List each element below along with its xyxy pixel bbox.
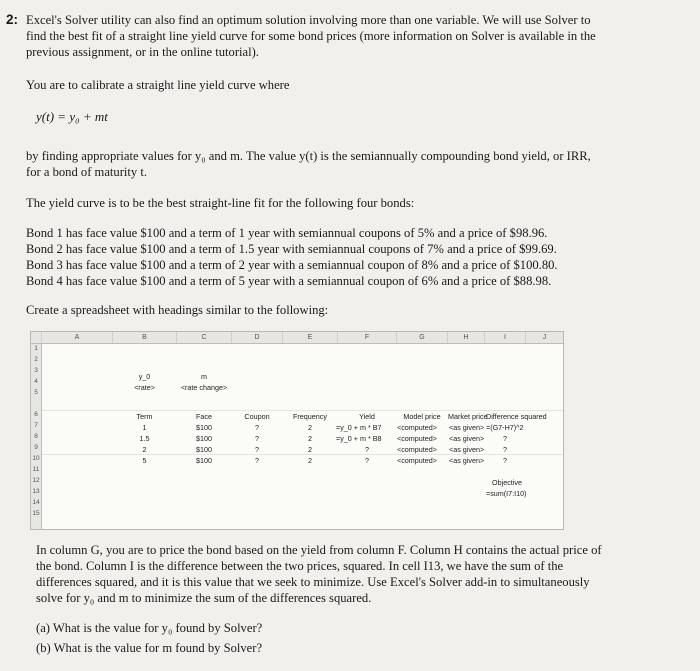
m-label-cell[interactable]: m — [201, 372, 207, 381]
bond-4: Bond 4 has face value $100 and a term of 5 year with a semiannual coupon of 6% and a price of $88.98. — [26, 274, 552, 288]
header-model-price[interactable]: Model price — [403, 412, 441, 421]
spreadsheet-screenshot — [30, 331, 564, 530]
header-yield[interactable]: Yield — [359, 412, 375, 421]
row-num: 9 — [34, 444, 38, 451]
objective-formula-cell[interactable]: =sum(I7:I10) — [486, 489, 527, 498]
frequency-cell[interactable]: 2 — [308, 434, 312, 443]
market-price-cell[interactable]: <as given> — [449, 434, 485, 443]
row-num: 5 — [34, 389, 38, 396]
row-num: 3 — [34, 367, 38, 374]
row-num: 1 — [34, 345, 38, 352]
difference-cell[interactable]: ? — [503, 434, 507, 443]
difference-cell[interactable]: =(G7-H7)^2 — [486, 423, 524, 432]
header-face[interactable]: Face — [196, 412, 212, 421]
after-line-4: solve for y₀ and m to minimize the sum of the differences squared. — [36, 591, 372, 605]
objective-label-cell[interactable]: Objective — [492, 478, 522, 487]
after-line-3: differences squared, and it is this value that we seek to minimize. Use Excel's Solver add-in to simultaneously — [36, 575, 590, 589]
model-price-cell[interactable]: <computed> — [397, 445, 437, 454]
part-a: (a) What is the value for y₀ found by Solver? — [36, 621, 263, 635]
col-j: J — [542, 334, 547, 341]
row-num: 6 — [34, 411, 38, 418]
intro-line-2: find the best fit of a straight line yield curve for some bond prices (more information on Solver is available in the — [26, 29, 596, 43]
bond-3: Bond 3 has face value $100 and a term of 2 year with a semiannual coupon of 8% and a price of $100.80. — [26, 258, 558, 272]
row-num: 7 — [34, 422, 38, 429]
header-market-price[interactable]: Market price — [448, 412, 488, 421]
yield-cell[interactable]: ? — [365, 456, 369, 465]
row-num: 13 — [32, 488, 40, 495]
calibrate-text: You are to calibrate a straight line yield curve where — [26, 78, 290, 92]
col-c: C — [177, 332, 232, 343]
col-f: F — [338, 332, 397, 343]
face-cell[interactable]: $100 — [196, 434, 212, 443]
face-cell[interactable]: $100 — [196, 456, 212, 465]
col-h: H — [448, 332, 485, 343]
fit-statement: The yield curve is to be the best straight-line fit for the following four bonds: — [26, 196, 415, 210]
row-num: 12 — [32, 477, 40, 484]
part-b: (b) What is the value for m found by Solver? — [36, 641, 263, 655]
term-cell[interactable]: 2 — [142, 445, 147, 454]
face-cell[interactable]: $100 — [196, 445, 212, 454]
market-price-cell[interactable]: <as given> — [449, 445, 485, 454]
header-coupon[interactable]: Coupon — [244, 412, 270, 421]
row-header-bar — [31, 344, 42, 529]
difference-cell[interactable]: ? — [503, 456, 507, 465]
yield-cell[interactable]: =y_0 + m * B8 — [336, 434, 382, 443]
finding-line-1: by finding appropriate values for y₀ and m. The value y(t) is the semiannually compounding bond yield, or IRR, — [26, 149, 591, 163]
header-term[interactable]: Term — [136, 412, 153, 421]
column-header-bar — [31, 332, 563, 344]
row-num: 2 — [34, 356, 38, 363]
y0-value-cell[interactable]: <rate> — [134, 383, 155, 392]
model-price-cell[interactable]: <computed> — [397, 456, 437, 465]
row-num: 4 — [34, 378, 38, 385]
y0-label-cell[interactable]: y_0 — [138, 372, 151, 381]
row-num: 14 — [32, 499, 40, 506]
market-price-cell[interactable]: <as given> — [449, 423, 485, 432]
col-a: A — [42, 332, 113, 343]
finding-line-2: for a bond of maturity t. — [26, 165, 148, 179]
yield-cell[interactable]: ? — [365, 445, 369, 454]
intro-line-1: Excel's Solver utility can also find an optimum solution involving more than one variable. We will use Solver to — [26, 13, 591, 27]
after-line-1: In column G, you are to price the bond based on the yield from column F. Column H contains the actual price of — [36, 543, 602, 557]
coupon-cell[interactable]: ? — [255, 434, 259, 443]
yield-equation: y(t) = y₀ + mt — [36, 109, 108, 124]
frequency-cell[interactable]: 2 — [308, 456, 312, 465]
coupon-cell[interactable]: ? — [255, 423, 259, 432]
market-price-cell[interactable]: <as given> — [449, 456, 485, 465]
bond-1: Bond 1 has face value $100 and a term of 1 year with semiannual coupons of 5% and a price of $98.96. — [26, 226, 548, 240]
model-price-cell[interactable]: <computed> — [397, 434, 437, 443]
frequency-cell[interactable]: 2 — [308, 445, 312, 454]
intro-line-3: previous assignment, or in the online tutorial). — [26, 45, 259, 59]
term-cell[interactable]: 1.5 — [139, 434, 150, 443]
gridline — [42, 410, 563, 411]
coupon-cell[interactable]: ? — [255, 445, 259, 454]
header-difference-squared[interactable]: Difference squared — [486, 412, 547, 421]
row-num: 8 — [34, 433, 38, 440]
question-number: 2: — [6, 12, 19, 27]
m-value-cell[interactable]: <rate change> — [180, 383, 228, 392]
model-price-cell[interactable]: <computed> — [397, 423, 437, 432]
col-d: D — [232, 332, 283, 343]
after-line-2: the bond. Column I is the difference between the two prices, squared. In cell I13, we have the sum of the — [36, 559, 564, 573]
header-frequency[interactable]: Frequency — [293, 412, 327, 421]
bond-2: Bond 2 has face value $100 and a term of 1.5 year with semiannual coupons of 7% and a price of $99.69. — [26, 242, 557, 256]
col-g: G — [397, 332, 448, 343]
difference-cell[interactable]: ? — [503, 445, 507, 454]
frequency-cell[interactable]: 2 — [308, 423, 312, 432]
term-cell[interactable]: 1 — [142, 423, 147, 432]
col-e: E — [283, 332, 338, 343]
row-num: 10 — [32, 455, 40, 462]
row-num: 11 — [32, 466, 40, 473]
select-all-corner — [31, 332, 42, 343]
col-b: B — [113, 332, 177, 343]
coupon-cell[interactable]: ? — [255, 456, 259, 465]
term-cell[interactable]: 5 — [142, 456, 147, 465]
col-i: I — [485, 332, 526, 343]
create-spreadsheet-text: Create a spreadsheet with headings similar to the following: — [26, 303, 329, 317]
row-num: 15 — [32, 510, 40, 517]
gridline — [42, 454, 563, 455]
yield-cell[interactable]: =y_0 + m * B7 — [336, 423, 382, 432]
face-cell[interactable]: $100 — [196, 423, 212, 432]
